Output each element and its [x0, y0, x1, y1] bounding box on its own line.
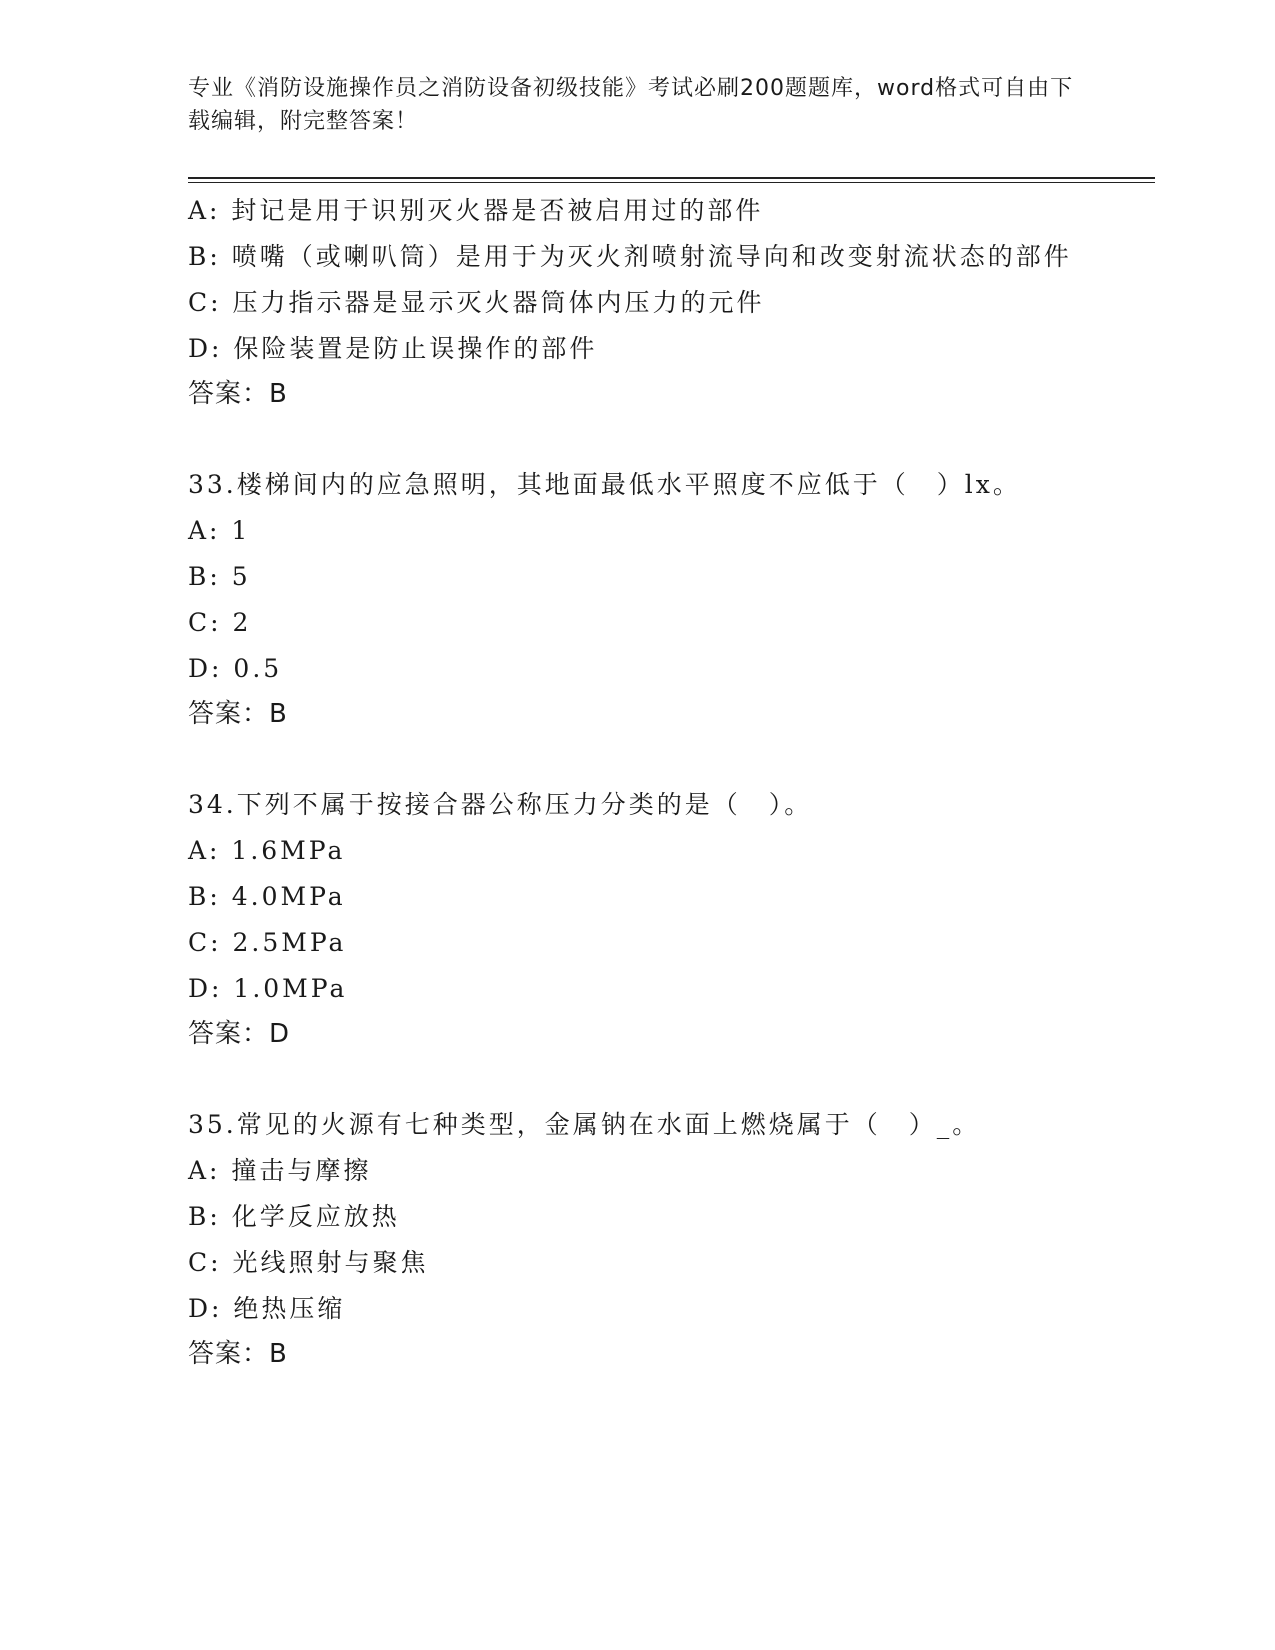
option-d: D: 0.5	[188, 654, 283, 683]
question-33	[188, 462, 1088, 736]
option-b: B: 5	[188, 562, 251, 591]
option-d: D: 保险装置是防止误操作的部件	[188, 334, 598, 363]
option-c: C: 光线照射与聚焦	[188, 1248, 429, 1277]
option-a: A: 1	[188, 516, 251, 545]
answer: 答案：D	[188, 1019, 291, 1049]
option-a: A: 撞击与摩擦	[188, 1156, 372, 1185]
spacer	[188, 416, 1088, 462]
answer: 答案：B	[188, 699, 288, 729]
option-c: C: 2.5MPa	[188, 928, 347, 957]
answer: 答案：B	[188, 379, 288, 409]
question-text: 35.常见的火源有七种类型，金属钠在水面上燃烧属于（ ）_。	[188, 1110, 981, 1139]
option-a: A: 1.6MPa	[188, 836, 346, 865]
option-c: C: 压力指示器是显示灭火器筒体内压力的元件	[188, 288, 765, 317]
answer: 答案：B	[188, 1339, 288, 1369]
document-header: 专业《消防设施操作员之消防设备初级技能》考试必刷200题题库，word格式可自由下载编辑，附完整答案！	[188, 76, 1074, 134]
option-b: B: 化学反应放热	[188, 1202, 400, 1231]
question-text: 34.下列不属于按接合器公称压力分类的是（ ）。	[188, 790, 813, 819]
question-list	[188, 188, 1088, 1376]
option-c: C: 2	[188, 608, 252, 637]
question-text: 33.楼梯间内的应急照明，其地面最低水平照度不应低于（ ）lx。	[188, 470, 1021, 499]
question-34	[188, 782, 1088, 1056]
question-35	[188, 1102, 1088, 1376]
option-a: A: 封记是用于识别灭火器是否被启用过的部件	[188, 196, 764, 225]
spacer	[188, 1056, 1088, 1102]
spacer	[188, 736, 1088, 782]
option-d: D: 绝热压缩	[188, 1294, 346, 1323]
option-b: B: 4.0MPa	[188, 882, 346, 911]
header-divider	[188, 177, 1155, 183]
option-d: D: 1.0MPa	[188, 974, 348, 1003]
option-b: B: 喷嘴（或喇叭筒）是用于为灭火剂喷射流导向和改变射流状态的部件	[188, 242, 1072, 271]
question-32-continued	[188, 188, 1088, 416]
